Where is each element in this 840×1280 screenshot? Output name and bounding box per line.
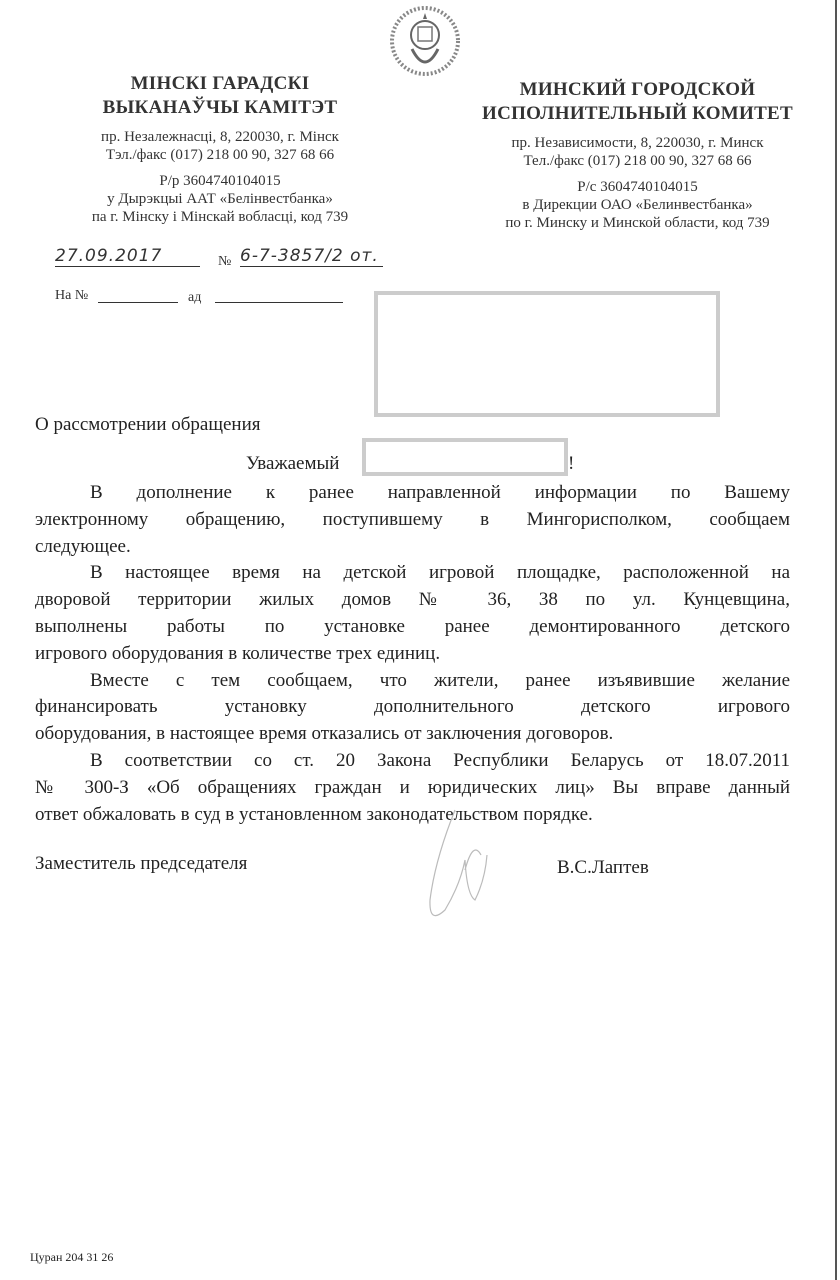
redacted-recipient-address	[374, 291, 720, 417]
account: Р/р 3604740104015	[159, 173, 281, 189]
text-line: № 300-З «Об обращениях граждан и юридических лиц» Вы вправе данный	[35, 776, 790, 798]
paragraph	[35, 668, 790, 748]
reply-from-label: ад	[188, 290, 202, 305]
text-line: оборудования, в настоящее время отказались от заключения договоров.	[35, 723, 614, 745]
region: па г. Мінску і Мінскай вобласці, код 739	[91, 209, 349, 225]
handwritten-signature	[415, 800, 505, 930]
text-line: выполнены работы по установке ранее демонтированного детского	[35, 615, 790, 637]
org-title-line: МІНСКІ ГАРАДСКІ	[130, 73, 310, 94]
phone: Тел./факс (017) 218 00 90, 327 68 66	[523, 153, 752, 169]
paragraph	[35, 560, 790, 667]
redacted-recipient-name	[362, 438, 568, 476]
text-line: электронному обращению, поступившему в Мингорисполком, сообщаем	[35, 508, 790, 530]
footer-contact: Цуран 204 31 26	[30, 1250, 114, 1264]
scan-edge	[835, 0, 837, 1280]
greeting-end: !	[568, 453, 575, 474]
document-date: 27.09.2017	[55, 246, 200, 267]
region: по г. Минску и Минской области, код 739	[505, 215, 770, 231]
address: пр. Независимости, 8, 220030, г. Минск	[511, 135, 764, 151]
text-line: В настоящее время на детской игровой площадке, расположенной на	[90, 562, 790, 584]
account: Р/с 3604740104015	[577, 179, 698, 195]
paragraph	[35, 480, 790, 560]
signatory-position: Заместитель председателя	[35, 853, 248, 874]
org-title-line: ВЫКАНАЎЧЫ КАМІТЭТ	[102, 97, 338, 118]
text-line: В дополнение к ранее направленной информации по Вашему	[90, 482, 790, 503]
bank: у Дырэкцыі ААТ «Белінвестбанка»	[107, 191, 333, 207]
address: пр. Незалежнасці, 8, 220030, г. Мінск	[101, 129, 339, 145]
letter-body	[35, 480, 790, 828]
text-line: Вместе с тем сообщаем, что жители, ранее изъявившие желание	[90, 669, 790, 691]
phone: Тэл./факс (017) 218 00 90, 327 68 66	[105, 147, 335, 163]
greeting: Уважаемый	[246, 453, 340, 474]
header-left	[60, 72, 380, 226]
org-title-line: МИНСКИЙ ГОРОДСКОЙ	[519, 79, 756, 100]
subject: О рассмотрении обращения	[35, 414, 261, 435]
bank: в Дирекции ОАО «Белинвестбанка»	[522, 197, 753, 213]
org-title-line: ИСПОЛНИТЕЛЬНЫЙ КОМИТЕТ	[481, 103, 794, 124]
text-line: финансировать установку дополнительного детского игрового	[35, 696, 790, 718]
text-line: следующее.	[35, 535, 131, 557]
text-line: В соответствии со ст. 20 Закона Республики Беларусь от 18.07.2011	[90, 749, 790, 771]
text-line: игрового оборудования в количестве трех единиц.	[35, 642, 441, 664]
header-right	[470, 78, 805, 232]
text-line: дворовой территории жилых домов № 36, 38 по ул. Кунцевщина,	[35, 589, 790, 611]
number-label: №	[218, 254, 232, 269]
paragraph	[35, 748, 790, 828]
signatory-name: В.С.Лаптев	[557, 857, 649, 878]
reply-date-field	[215, 302, 343, 303]
reply-number-field	[98, 302, 178, 303]
state-emblem-icon	[388, 5, 462, 77]
reply-number-label: На №	[55, 288, 89, 303]
text-line: ответ обжаловать в суд в установленном законодательством порядке.	[35, 803, 593, 825]
document-number: 6-7-3857/2 от.	[240, 246, 383, 267]
